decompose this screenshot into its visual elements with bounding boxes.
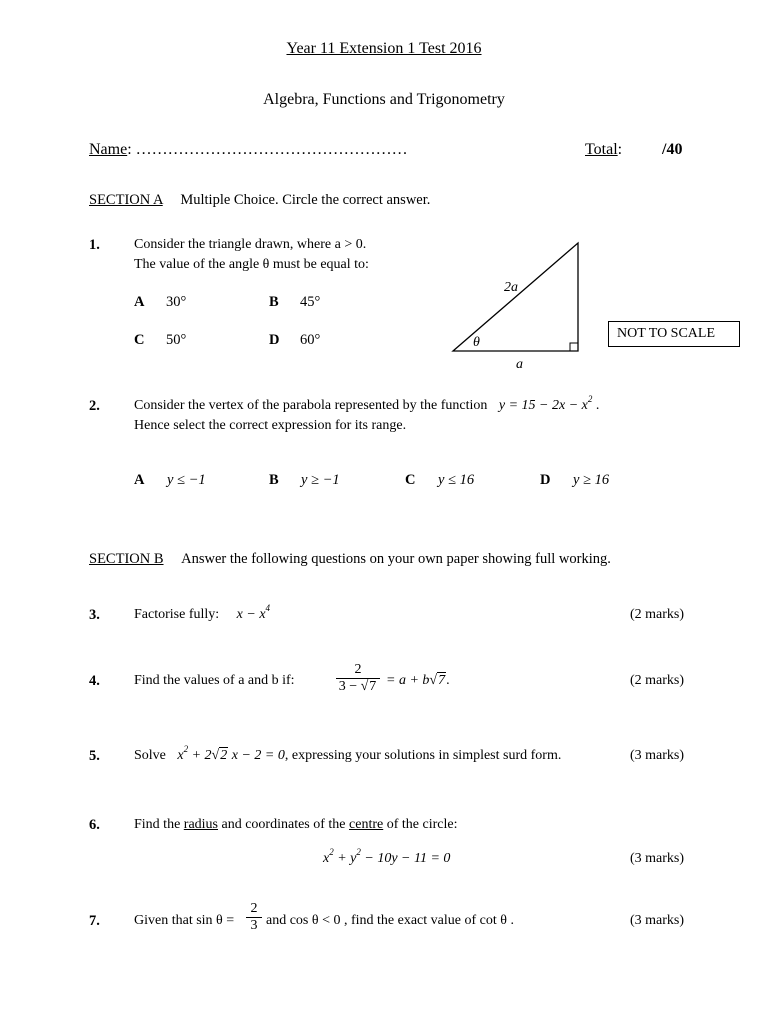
marks-label: (2 marks) xyxy=(630,673,685,688)
question-5-text: Solve $x^2 + 2√2$ x − 2 = 0, expressing your solutions in simplest surd form. xyxy=(134,744,562,763)
section-b-header xyxy=(89,551,611,568)
function-expression: $y = 15 - 2x - x^2$ xyxy=(498,394,593,413)
section-a-title: SECTION A xyxy=(89,192,163,208)
total-label: Total xyxy=(585,141,618,158)
option-d-text[interactable]: 60° xyxy=(300,332,321,348)
fraction: $\frac{2}{3 - √7}$ xyxy=(336,662,380,695)
angle-label: θ xyxy=(473,335,480,350)
right-angle-mark xyxy=(570,343,578,351)
option-c-letter[interactable]: C xyxy=(134,332,145,348)
option-a-letter[interactable]: A xyxy=(134,294,145,310)
question-number: 7. xyxy=(89,913,100,929)
option-d-letter[interactable]: D xyxy=(540,472,551,488)
option-b-text[interactable]: 45° xyxy=(300,294,321,310)
option-a-text[interactable]: 30° xyxy=(166,294,187,310)
option-c-letter[interactable]: C xyxy=(405,472,416,488)
marks-label: (3 marks) xyxy=(630,851,685,866)
question-1-line-2: The value of the angle θ must be equal to: xyxy=(134,257,369,272)
radius-word: radius xyxy=(183,817,218,832)
question-number: 2. xyxy=(89,398,100,414)
option-a-text[interactable]: y ≤ −1 xyxy=(167,472,206,488)
option-b-letter[interactable]: B xyxy=(269,472,279,488)
quadratic-equation: $x^2 + 2√2$ x − 2 = 0 xyxy=(177,744,285,763)
option-d-letter[interactable]: D xyxy=(269,332,280,348)
section-a-header xyxy=(89,192,430,209)
centre-word: centre xyxy=(349,817,384,832)
marks-label: (3 marks) xyxy=(630,748,685,763)
test-subtitle: Algebra, Functions and Trigonometry xyxy=(263,91,505,108)
question-7-text-post: and cos θ < 0 , find the exact value of cot θ . xyxy=(266,913,514,928)
triangle-diagram xyxy=(440,235,600,375)
marks-label: (3 marks) xyxy=(630,913,685,928)
question-number: 1. xyxy=(89,237,100,253)
name-dots: : …………………………………………… xyxy=(127,141,408,158)
question-2-line-2: Hence select the correct expression for its range. xyxy=(134,418,407,433)
question-1-line-1: Consider the triangle drawn, where a > 0. xyxy=(134,237,367,252)
option-b-text[interactable]: y ≥ −1 xyxy=(301,472,340,488)
section-a-instruction: Multiple Choice. Circle the correct answer. xyxy=(180,192,431,208)
option-c-text[interactable]: 50° xyxy=(166,332,187,348)
marks-label: (2 marks) xyxy=(630,607,685,622)
question-4-text: Find the values of a and b if: xyxy=(134,673,295,688)
question-number: 5. xyxy=(89,748,100,764)
question-number: 3. xyxy=(89,607,100,623)
option-b-letter[interactable]: B xyxy=(269,294,279,310)
question-6-text: Find the radius and coordinates of the centre of the circle: xyxy=(134,817,458,832)
not-to-scale-box: NOT TO SCALE xyxy=(608,321,740,347)
rhs-expression: = a + b√7. xyxy=(386,673,450,688)
question-2-line-1: Consider the vertex of the parabola represented by the function $y = 15 - 2x - x^2$ . xyxy=(134,394,600,413)
question-7-text-pre: Given that sin θ = xyxy=(134,913,235,928)
total-value: /40 xyxy=(662,141,683,158)
name-label: Name xyxy=(89,141,128,158)
question-3-text: Factorise fully: $x - x^4$ xyxy=(134,603,271,622)
base-label: a xyxy=(516,357,523,372)
section-b-title: SECTION B xyxy=(89,551,164,567)
fraction: $\frac{2}{3}$ xyxy=(246,901,262,934)
factorise-expression: $x - x^4$ xyxy=(236,603,271,622)
option-c-text[interactable]: y ≤ 16 xyxy=(438,472,475,488)
total-field: Total: xyxy=(585,141,623,158)
triangle-shape xyxy=(453,243,578,351)
option-d-text[interactable]: y ≥ 16 xyxy=(573,472,610,488)
test-title: Year 11 Extension 1 Test 2016 xyxy=(286,40,482,57)
question-number: 4. xyxy=(89,673,100,689)
question-number: 6. xyxy=(89,817,100,833)
name-field[interactable] xyxy=(89,141,408,159)
option-a-letter[interactable]: A xyxy=(134,472,145,488)
circle-equation: $x^2 + y^2 - 10y - 11 = 0$ xyxy=(323,847,451,866)
hypotenuse-label: 2a xyxy=(504,280,518,295)
section-b-instruction: Answer the following questions on your own paper showing full working. xyxy=(181,551,611,567)
